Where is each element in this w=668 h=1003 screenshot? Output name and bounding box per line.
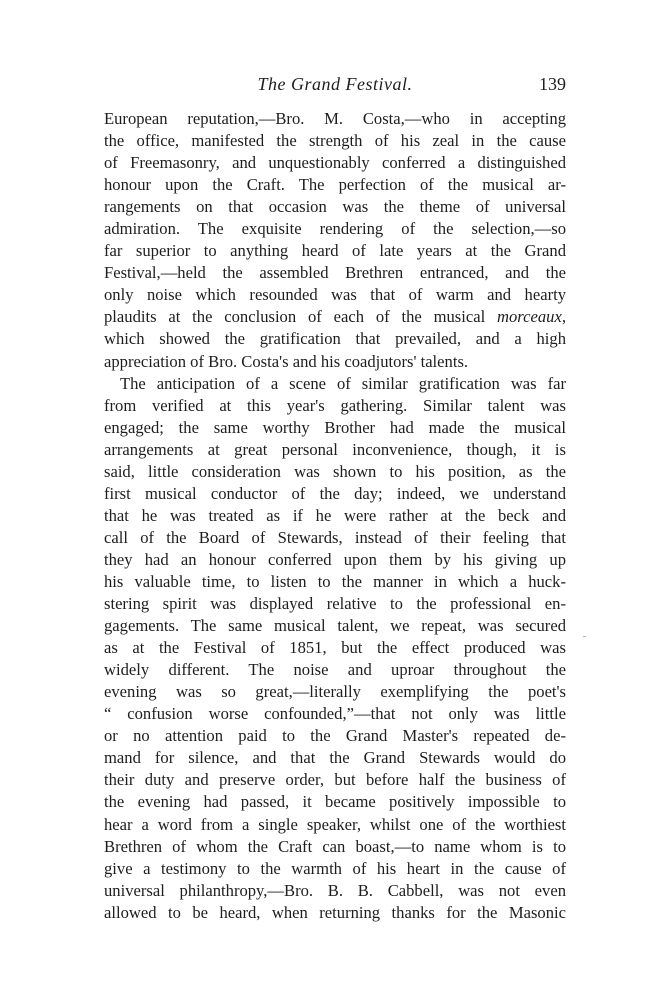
text-line: allowed to be heard, when returning thanks for the Masonic <box>104 902 566 922</box>
paragraph <box>104 108 566 373</box>
print-speck <box>583 636 586 637</box>
text-line: give a testimony to the warmth of his heart in the cause of <box>104 858 566 878</box>
paragraph <box>104 373 566 924</box>
text-line: that he was treated as if he were rather at the beck and <box>104 505 566 525</box>
text-line: call of the Board of Stewards, instead of their feeling that <box>104 527 566 547</box>
text-line: “ confusion worse confounded,”—that not only was little <box>104 704 566 724</box>
text-line: from verified at this year's gathering. Similar talent was <box>104 395 566 415</box>
text-line: engaged; the same worthy Brother had made the musical <box>104 417 566 437</box>
page-number: 139 <box>539 74 566 94</box>
text-line: The anticipation of a scene of similar gratification was far <box>120 373 566 393</box>
text-line: only noise which resounded was that of warm and hearty <box>104 285 566 305</box>
text-line: mand for silence, and that the Grand Stewards would do <box>104 748 566 768</box>
text-line: evening was so great,—literally exemplifying the poet's <box>104 682 566 702</box>
text-line: or no attention paid to the Grand Master's repeated de- <box>104 726 566 746</box>
text-line: widely different. The noise and uproar throughout the <box>104 660 566 680</box>
text-line <box>104 306 566 328</box>
text-line: European reputation,—Bro. M. Costa,—who in accepting <box>104 109 566 128</box>
text-line: of Freemasonry, and unquestionably conferred a distinguished <box>104 153 566 173</box>
text-line: admiration. The exquisite rendering of the selection,—so <box>104 219 566 239</box>
text-line: appreciation of Bro. Costa's and his coadjutors' talents. <box>104 351 469 371</box>
text-line: honour upon the Craft. The perfection of the musical ar- <box>104 175 566 195</box>
text-line: universal philanthropy,—Bro. B. B. Cabbell, was not even <box>104 880 566 900</box>
text-line: first musical conductor of the day; indeed, we understand <box>104 483 566 503</box>
text-line: stering spirit was displayed relative to the professional en- <box>104 594 566 614</box>
text-line: hear a word from a single speaker, whilst one of the worthiest <box>104 814 566 834</box>
text-line: rangements on that occasion was the theme of universal <box>104 197 566 217</box>
text-line: the office, manifested the strength of his zeal in the cause <box>104 131 566 151</box>
running-title: The Grand Festival. <box>257 74 413 94</box>
text-line: said, little consideration was shown to his position, as the <box>104 461 566 481</box>
page-header <box>104 74 566 98</box>
line-text: plaudits at the conclusion of each of the musical <box>104 307 498 327</box>
body-text <box>104 108 566 924</box>
italic-term: morceaux <box>497 307 562 327</box>
text-line: gagements. The same musical talent, we repeat, was secured <box>104 616 566 636</box>
text-line: they had an honour conferred upon them by his giving up <box>104 549 566 569</box>
text-line: far superior to anything heard of late years at the Grand <box>104 241 566 261</box>
text-line: which showed the gratification that prevailed, and a high <box>104 329 566 349</box>
text-line: his valuable time, to listen to the manner in which a huck- <box>104 571 566 591</box>
text-line: the evening had passed, it became positively impossible to <box>104 792 566 812</box>
text-line: arrangements at great personal inconvenience, though, it is <box>104 439 566 459</box>
text-line: Brethren of whom the Craft can boast,—to name whom is to <box>104 836 566 856</box>
text-line: their duty and preserve order, but before half the business of <box>104 770 566 790</box>
line-text: , <box>561 307 566 327</box>
text-line: Festival,—held the assembled Brethren entranced, and the <box>104 263 566 283</box>
text-line: as at the Festival of 1851, but the effect produced was <box>104 638 566 658</box>
